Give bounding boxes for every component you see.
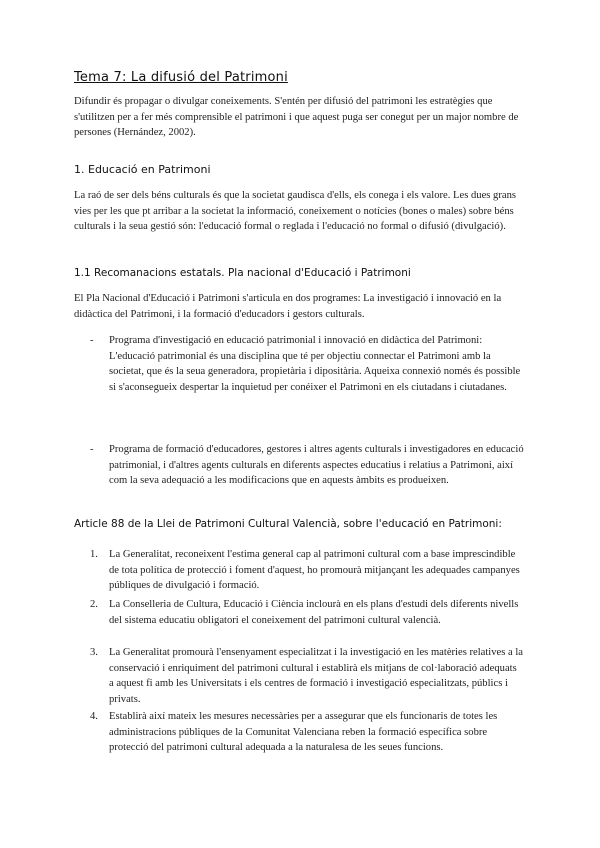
item-number: 4. bbox=[90, 711, 98, 722]
intro-paragraph: Difundir és propagar o divulgar coneixements. S'entén per difusió del patrimoni les estratègies que s'utilitzen per a fer més comprensible el patrimoni i que aquest puga ser conegut per un major nombre de persones (Hernández, 2002). bbox=[74, 96, 519, 139]
item-text: La Conselleria de Cultura, Educació i Ciència inclourà en els plans d'estudi dels diferents nivells del sistema educatiu obligatori el coneixement del patrimoni cultural valencià. bbox=[109, 599, 519, 626]
item-number: 1. bbox=[90, 549, 98, 560]
section-1-heading: 1. Educació en Patrimoni bbox=[74, 163, 211, 176]
section-1-paragraph: La raó de ser dels béns culturals és que la societat gaudisca d'ells, els conega i els valore. Les dues grans vies per les que pt arribar a la societat la informació, coneixement o notícies (bones o males) sobre béns culturals i la seua gestió són: l'educació formal o reglada i l'educació no formal o difusió (divulgació). bbox=[74, 190, 516, 233]
item-text: La Generalitat promourà l'ensenyament especialitzat i la investigació en les matèries relatives a la conservació i enriquiment del patrimoni cultural i establirà els mitjans de col·laboració adequats a aquest fi amb les Universitats i els centres de formació i investigació especialitzats, públics i privats. bbox=[109, 647, 524, 705]
item-text: La Generalitat, reconeixent l'estima general cap al patrimoni cultural com a base imprescindible de tota política de protecció i foment d'aquest, ho promourà mitjançant les adequades campanyes públiques de divulgació i formació. bbox=[109, 549, 520, 592]
section-1-1-paragraph: El Pla Nacional d'Educació i Patrimoni s'articula en dos programes: La investigació i innovació en la didàctica del Patrimoni, i la formació d'educadors i gestors culturals. bbox=[74, 293, 502, 320]
bullet-dash: - bbox=[90, 444, 94, 455]
article-heading: Article 88 de la Llei de Patrimoni Cultural Valencià, sobre l'educació en Patrimoni: bbox=[74, 518, 502, 530]
bullet-body: L'educació patrimonial és una disciplina que té per objectiu connectar el Patrimoni amb la societat, que és la seua generadora, propietària i dipositària. Aqueixa connexió només és possible si s'aconsegueix despertar la inquietud per conéixer el Patrimoni en els ciutadans i ciutadanes. bbox=[109, 350, 521, 393]
bullet-title: Programa de formació d'educadores, gestores i altres agents culturals i investigadores en educació patrimonial, i d'altres agents culturals en diferents aspectes educatius i relatius a Patrimoni, així com la seva adequació a les modificacions que en aquests àmbits es produeixen. bbox=[109, 444, 524, 487]
item-number: 2. bbox=[90, 599, 98, 610]
bullet-title: Programa d'investigació en educació patrimonial i innovació en didàctica del Patrimoni: bbox=[109, 335, 483, 346]
page-title: Tema 7: La difusió del Patrimoni bbox=[74, 70, 288, 85]
item-text: Establirà així mateix les mesures necessàries per a assegurar que els funcionaris de totes les administracions públiques de la Comunitat Valenciana reben la formació específica sobre protecció del patrimoni cultural adequada a la naturalesa de les seues funcions. bbox=[109, 711, 498, 754]
item-number: 3. bbox=[90, 647, 98, 658]
bullet-dash: - bbox=[90, 335, 94, 346]
section-1-1-heading: 1.1 Recomanacions estatals. Pla nacional d'Educació i Patrimoni bbox=[74, 267, 411, 279]
